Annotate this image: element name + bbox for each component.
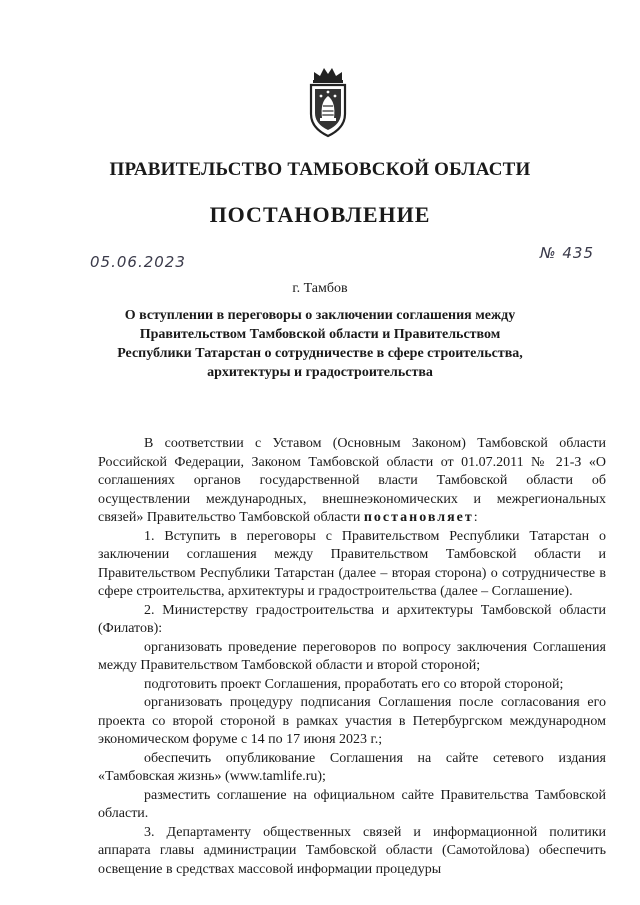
decree-colon: :	[473, 510, 478, 525]
paragraph-2-item-5: разместить соглашение на официальном сайте Правительства Тамбовской области.	[98, 787, 606, 821]
paragraph-3: 3. Департаменту общественных связей и информационной политики аппарата главы администрации Тамбовской области (Самотойлова) обеспечить освещение в средствах массовой информации процедуры	[98, 824, 606, 877]
decree-word: постановляет	[363, 510, 474, 525]
government-title: ПРАВИТЕЛЬСТВО ТАМБОВСКОЙ ОБЛАСТИ	[109, 159, 531, 180]
tambov-coat-of-arms-icon	[300, 66, 356, 138]
document-type: ПОСТАНОВЛЕНИЕ	[209, 202, 431, 227]
issue-city: г. Тамбов	[292, 281, 348, 296]
paragraph-2-item-2: подготовить проект Соглашения, проработать его со второй стороной;	[144, 676, 564, 692]
paragraph-2: 2. Министерству градостроительства и архитектуры Тамбовской области (Филатов):	[98, 602, 606, 636]
paragraph-1: 1. Вступить в переговоры с Правительством Республики Татарстан о заключении соглашения между Правительством Тамбовской области и Правительством Республики Татарстан (далее – вторая сторона) о сотрудничестве в сфере строительства, архитектуры и градостроительства (далее – Соглашение).	[98, 528, 606, 599]
paragraph-2-item-4: обеспечить опубликование Соглашения на сайте сетевого издания «Тамбовская жизнь» (www.tamlife.ru);	[98, 750, 606, 784]
document-subject: О вступлении в переговоры о заключении соглашения между Правительством Тамбовской области и Правительством Республики Татарстан о сотрудничестве в сфере строительства, архитектуры и градостроительства	[117, 308, 523, 380]
paragraph-2-item-3: организовать процедуру подписания Соглашения после согласования его проекта со второй стороной в рамках участия в Петербургском международном экономическом форуме с 14 по 17 июня 2023 г.;	[98, 695, 606, 747]
preamble-paragraph	[98, 435, 606, 528]
paragraph-2-item-1: организовать проведение переговоров по вопросу заключения Соглашения между Правительством Тамбовской области и второй стороной;	[98, 639, 606, 673]
preamble-text: В соответствии с Уставом (Основным Законом) Тамбовской области Российской Федерации, Законом Тамбовской области от 01.07.2011 № 21-З «О соглашениях органов государственной власти Тамбовской области об осуществлении международных, внешнеэкономических и межрегиональных связей» Правительство Тамбовской области	[98, 436, 606, 525]
document-body	[98, 435, 606, 879]
document-number: № 435	[540, 244, 594, 262]
document-date: 05.06.2023	[90, 253, 186, 271]
